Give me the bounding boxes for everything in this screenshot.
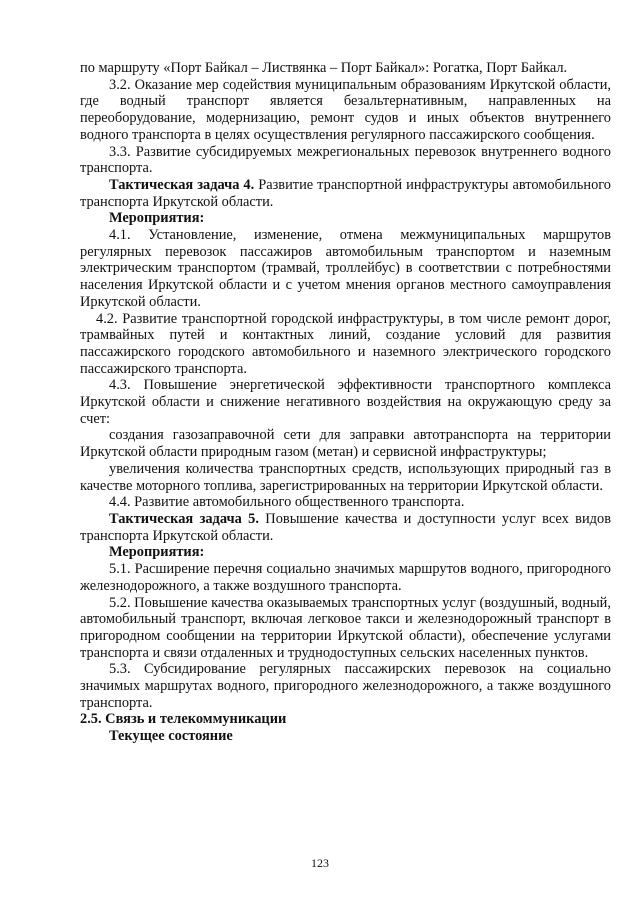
paragraph-route-continuation: по маршруту «Порт Байкал – Листвянка – Порт Байкал»: Рогатка, Порт Байкал. bbox=[80, 60, 568, 76]
page-body bbox=[80, 60, 611, 745]
tactical-task-4-text: Развитие транспортной инфраструктуры автомобильного транспорта Иркутской области. bbox=[80, 176, 611, 210]
tactical-task-4-label: Тактическая задача 4. bbox=[109, 176, 255, 193]
paragraph-5-1: 5.1. Расширение перечня социально значимых маршрутов водного, пригородного железнодорожного, а также воздушного транспорта. bbox=[80, 561, 611, 594]
paragraph-4-3: 4.3. Повышение энергетической эффективности транспортного комплекса Иркутской области и снижение негативного воздействия на окружающую среду за счет: bbox=[80, 377, 611, 427]
paragraph-5-3: 5.3. Субсидирование регулярных пассажирских перевозок на социально значимых маршрутах водного, пригородного железнодорожного, а также воздушного транспорта. bbox=[80, 661, 611, 711]
tactical-task-5 bbox=[80, 511, 611, 544]
paragraph-4-3-gas-vehicles: увеличения количества транспортных средств, использующих природный газ в качестве моторного топлива, зарегистрированных на территории Иркутской области. bbox=[80, 460, 611, 494]
paragraph-4-4: 4.4. Развитие автомобильного общественного транспорта. bbox=[109, 494, 465, 511]
tactical-task-5-label: Тактическая задача 5. bbox=[109, 510, 259, 527]
paragraph-3-3: 3.3. Развитие субсидируемых межрегиональных перевозок внутреннего водного транспорта. bbox=[80, 143, 611, 177]
paragraph-4-1: 4.1. Установление, изменение, отмена межмуниципальных маршрутов регулярных перевозок пассажиров автомобильным транспортом и наземным электрическим транспортом (трамвай, троллейбус) в соответствии с потребностями населения Иркутской области и с учетом мнения органов местного самоуправления Иркутской области. bbox=[80, 227, 611, 310]
current-state-heading: Текущее состояние bbox=[109, 728, 233, 745]
paragraph-5-2: 5.2. Повышение качества оказываемых транспортных услуг (воздушный, водный, автомобильный транспорт, включая легковое такси и железнодорожный транспорт в пригородном сообщении на территории Иркутской области), обеспечение услугами транспорта и связи отдаленных и труднодоступных сельских населенных пунктов. bbox=[80, 594, 611, 661]
measures-heading-1: Мероприятия: bbox=[109, 210, 205, 227]
paragraph-4-2: 4.2. Развитие транспортной городской инфраструктуры, в том числе ремонт дорог, трамвайных путей и контактных линий, создание условий для развития пассажирского городского автомобильного и наземного электрического городского пассажирского транспорта. bbox=[80, 310, 611, 377]
section-2-5-heading: 2.5. Связь и телекоммуникации bbox=[80, 711, 287, 728]
page-number: 123 bbox=[311, 856, 329, 870]
measures-heading-2: Мероприятия: bbox=[109, 544, 205, 561]
tactical-task-5-text: Повышение качества и доступности услуг всех видов транспорта Иркутской области. bbox=[80, 510, 611, 544]
tactical-task-4 bbox=[80, 177, 611, 210]
paragraph-3-2: 3.2. Оказание мер содействия муниципальным образованиям Иркутской области, где водный транспорт является безальтернативным, направленных на переоборудование, модернизацию, ремонт судов и иных объектов внутреннего водного транспорта в целях осуществления регулярного пассажирского сообщения. bbox=[80, 76, 611, 143]
paragraph-4-3-gas-network: создания газозаправочной сети для заправки автотранспорта на территории Иркутской области природным газом (метан) и сервисной инфраструктуры; bbox=[80, 427, 611, 461]
